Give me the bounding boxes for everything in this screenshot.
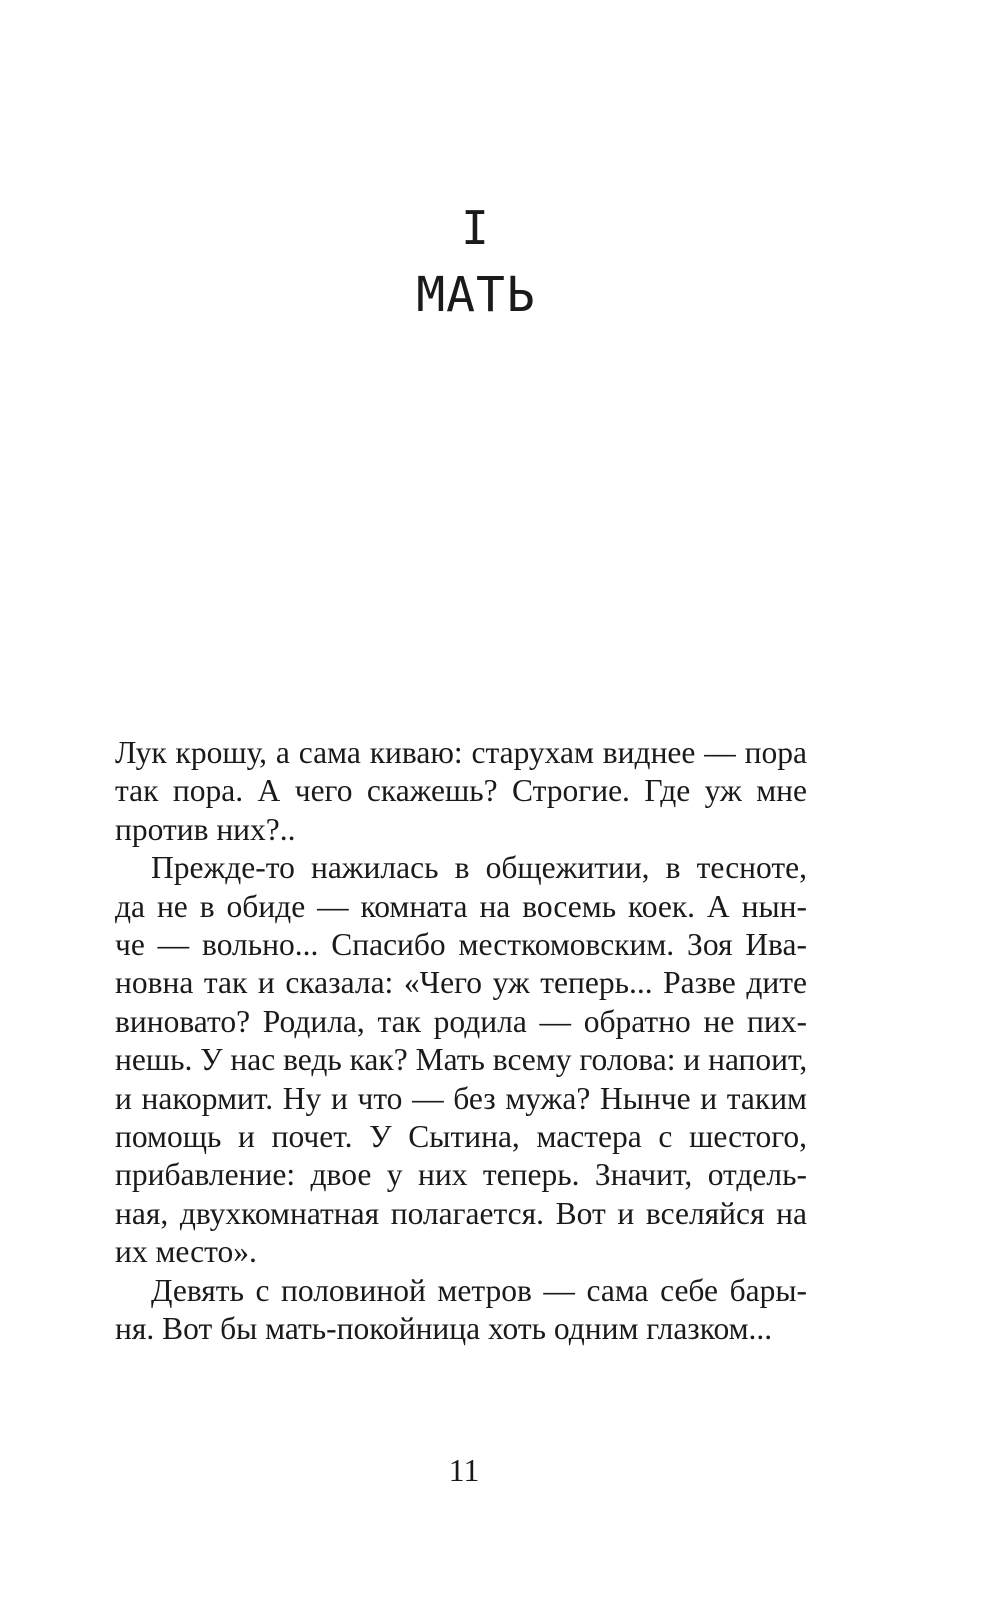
text-line: Лук крошу, а сама киваю: старухам виднее — пора	[115, 735, 807, 770]
text-line: их место».	[115, 1234, 257, 1270]
text-line: помощь и почет. У Сытина, мастера с шестого,	[115, 1119, 807, 1155]
text-line: че — вольно... Спасибо месткомовским. Зоя Ива-	[115, 927, 807, 963]
text-line: Девять с половиной метров — сама себе бары-	[151, 1272, 807, 1308]
body-text	[115, 734, 807, 1349]
chapter-title: МАТЬ	[416, 267, 536, 323]
text-line: и накормит. Ну и что — без мужа? Нынче и таким	[115, 1080, 807, 1116]
text-line: да не в обиде — комната на восемь коек. А нын-	[115, 888, 807, 924]
text-line: ная, двухкомнатная полагается. Вот и вселяйся на	[115, 1195, 807, 1231]
text-line: Прежде-то нажилась в общежитии, в тесноте,	[151, 850, 807, 886]
text-line: против них?..	[115, 811, 296, 847]
chapter-number: I	[461, 201, 491, 255]
text-line: виновато? Родила, так родила — обратно не пих-	[115, 1003, 807, 1039]
text-line: нешь. У нас ведь как? Мать всему голова: и напоит,	[115, 1042, 808, 1078]
text-line: прибавление: двое у них теперь. Значит, отдель-	[115, 1157, 807, 1193]
text-line: так пора. А чего скажешь? Строгие. Где уж мне	[115, 773, 807, 809]
text-line: новна так и сказала: «Чего уж теперь... Разве дите	[115, 965, 807, 1001]
text-line: ня. Вот бы мать-покойница хоть одним глазком...	[115, 1311, 773, 1347]
page-number: 11	[448, 1452, 480, 1488]
